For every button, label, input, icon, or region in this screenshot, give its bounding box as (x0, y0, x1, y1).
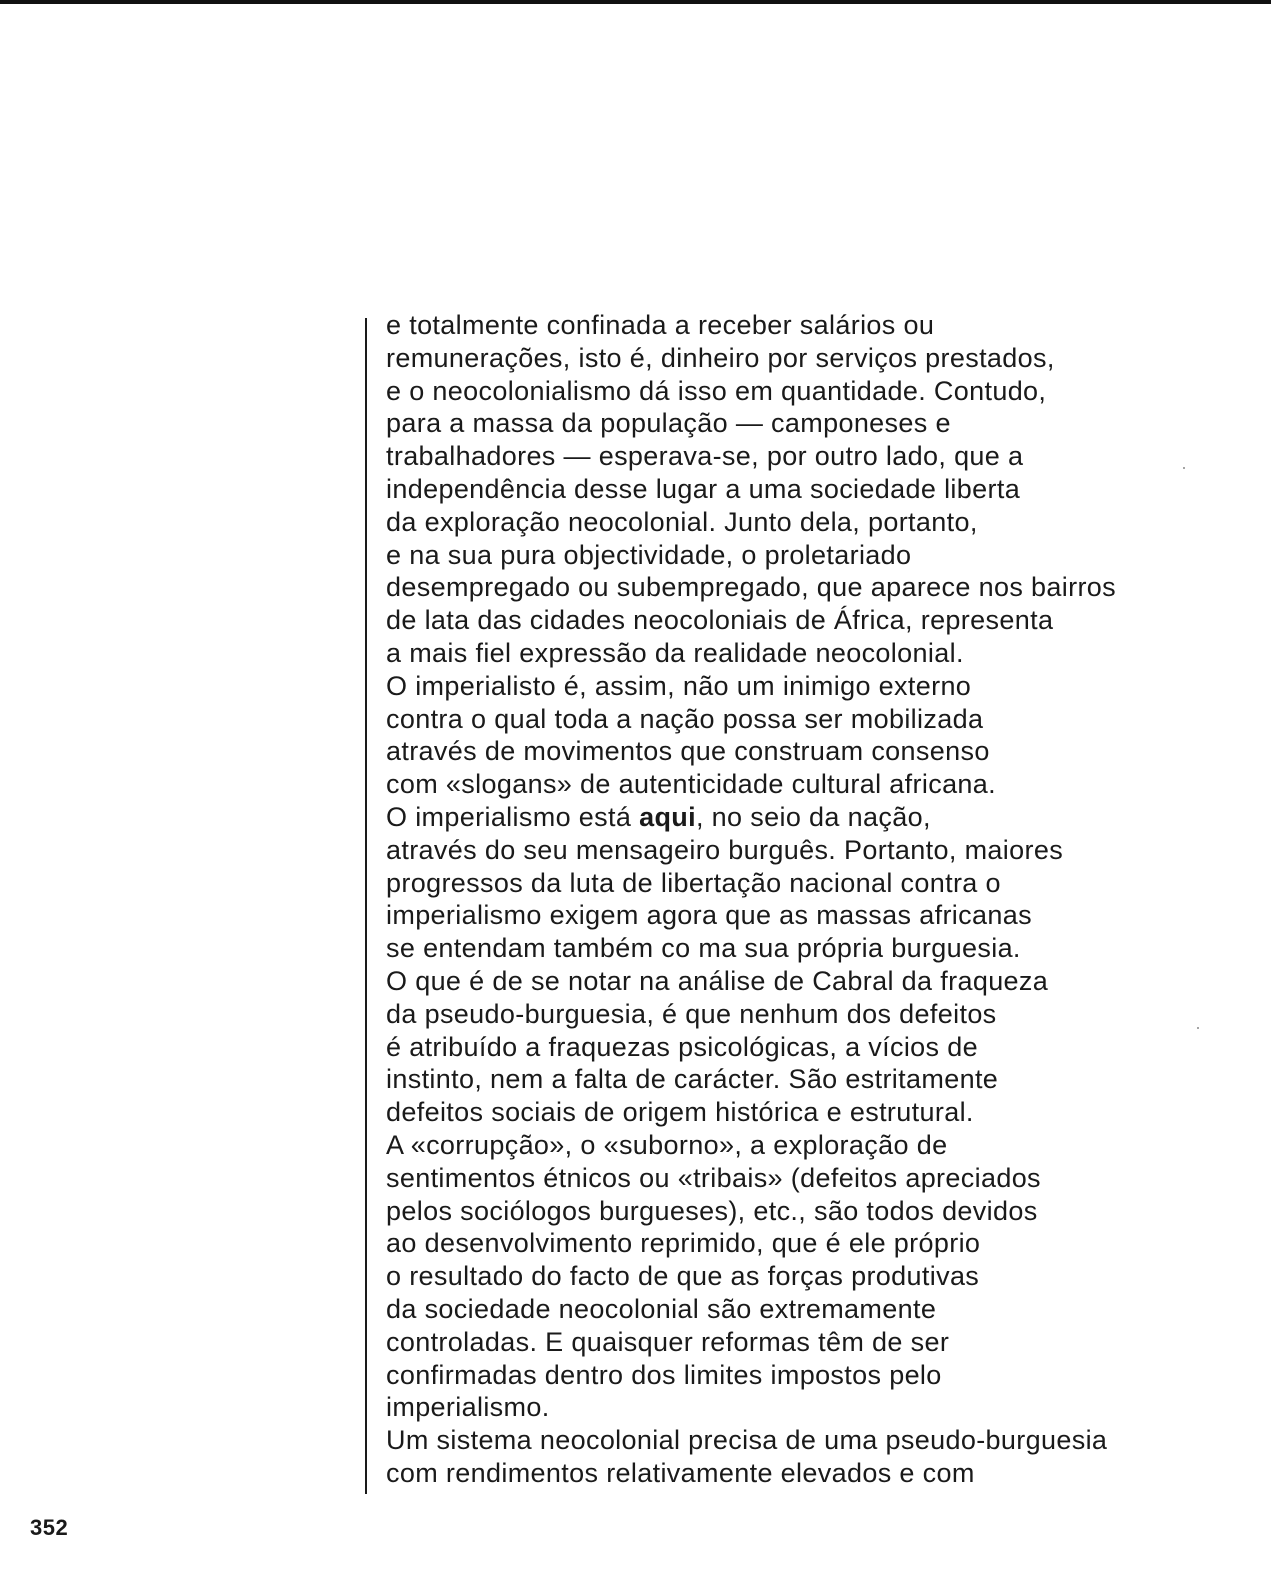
text-line: sentimentos étnicos ou «tribais» (defeitos apreciados (386, 1162, 1041, 1193)
text-line: da sociedade neocolonial são extremamente (386, 1293, 937, 1324)
text-line: instinto, nem a falta de carácter. São estritamente (386, 1064, 999, 1095)
text-line: progressos da luta de libertação nacional contra o (386, 867, 1001, 898)
text-line: através do seu mensageiro burguês. Portanto, maiores (386, 834, 1064, 865)
text-line: imperialismo. (386, 1392, 550, 1423)
text-line: com rendimentos relativamente elevados e com (386, 1457, 975, 1488)
text-line: Um sistema neocolonial precisa de uma pseudo-burguesia (386, 1425, 1108, 1456)
text-line: controladas. E quaisquer reformas têm de ser (386, 1326, 950, 1357)
text-line: O que é de se notar na análise de Cabral da fraqueza (386, 965, 1049, 996)
text-line: O imperialismo está aqui, no seio da nação, (386, 801, 931, 832)
text-line: desempregado ou subempregado, que aparece nos bairros (386, 572, 1117, 603)
text-line: através de movimentos que construam consenso (386, 736, 990, 767)
text-line: e o neocolonialismo dá isso em quantidade. Contudo, (386, 375, 1047, 406)
text-line: independência desse lugar a uma sociedade liberta (386, 473, 1021, 504)
text-line: a mais fiel expressão da realidade neocolonial. (386, 637, 964, 668)
margin-bar (365, 318, 367, 1494)
text-line: confirmadas dentro dos limites impostos pelo (386, 1359, 942, 1390)
text-line: e totalmente confinada a receber salários ou (386, 310, 935, 340)
text-line: da pseudo-burguesia, é que nenhum dos defeitos (386, 998, 997, 1029)
body-text (386, 309, 1226, 1490)
top-border-rule (0, 0, 1271, 4)
emphasized-word: aqui (639, 801, 696, 832)
text-line: da exploração neocolonial. Junto dela, portanto, (386, 506, 978, 537)
text-line: defeitos sociais de origem histórica e estrutural. (386, 1097, 974, 1128)
scan-speck (1197, 1027, 1199, 1029)
page-number: 352 (30, 1515, 69, 1540)
text-line: remunerações, isto é, dinheiro por serviços prestados, (386, 342, 1055, 373)
text-line: para a massa da população — camponeses e (386, 408, 951, 439)
text-line: ao desenvolvimento reprimido, que é ele próprio (386, 1228, 981, 1259)
text-line: e na sua pura objectividade, o proletariado (386, 539, 912, 570)
text-line: trabalhadores — esperava-se, por outro lado, que a (386, 441, 1024, 472)
text-line: se entendam também co ma sua própria burguesia. (386, 933, 1021, 964)
text-line: A «corrupção», o «suborno», a exploração de (386, 1129, 948, 1160)
scan-speck (1183, 467, 1185, 469)
text-line: o resultado do facto de que as forças produtivas (386, 1261, 980, 1292)
text-line: de lata das cidades neocoloniais de África, representa (386, 605, 1054, 636)
text-line: imperialismo exigem agora que as massas africanas (386, 900, 1032, 931)
text-line: O imperialisto é, assim, não um inimigo externo (386, 670, 972, 701)
text-line: com «slogans» de autenticidade cultural africana. (386, 769, 997, 800)
text-line: é atribuído a fraquezas psicológicas, a vícios de (386, 1031, 978, 1062)
text-line: pelos sociólogos burgueses), etc., são todos devidos (386, 1195, 1038, 1226)
text-line: contra o qual toda a nação possa ser mobilizada (386, 703, 984, 734)
